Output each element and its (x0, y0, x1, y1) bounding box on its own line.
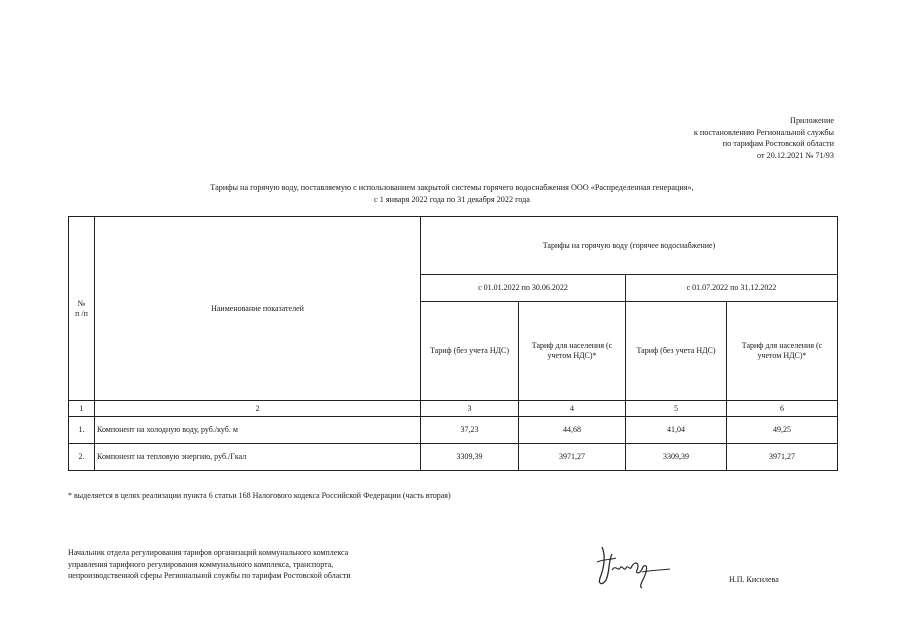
header-tariff-no-vat-1: Тариф (без учета НДС) (421, 302, 519, 401)
row-value: 49,25 (727, 417, 838, 444)
signatory-position (68, 547, 351, 582)
row-value: 37,23 (421, 417, 519, 444)
column-number: 3 (421, 401, 519, 417)
header-tariff-population-1: Тариф для населения (с учетом НДС)* (519, 302, 626, 401)
header-row-number-text: № п /п (75, 298, 88, 318)
appendix-line: к постановлению Региональной службы (693, 127, 834, 137)
appendix-line: по тарифам Ростовской области (722, 139, 834, 148)
header-tariff-no-vat-2: Тариф (без учета НДС) (626, 302, 727, 401)
header-period-1: с 01.01.2022 по 30.06.2022 (421, 275, 626, 302)
header-tariff-population-2: Тариф для населения (с учетом НДС)* (727, 302, 838, 401)
row-value: 3309,39 (421, 444, 519, 471)
row-value: 41,04 (626, 417, 727, 444)
document-title (68, 182, 836, 206)
header-indicator-name: Наименование показателей (95, 217, 421, 401)
row-value: 44,68 (519, 417, 626, 444)
title-line-1: Тарифы на горячую воду, поставляемую с использованием закрытой системы горячего водоснабжения ООО «Распределенная генерация», (210, 183, 694, 192)
position-line: Начальник отдела регулирования тарифов организаций коммунального комплекса (68, 548, 349, 557)
position-line: непроизводственной сферы Региональной службы по тарифам Ростовской области (68, 571, 351, 580)
header-row-number (69, 217, 95, 401)
column-number: 2 (95, 401, 421, 417)
table-row (69, 417, 838, 444)
appendix-header (694, 115, 834, 161)
header-period-2: с 01.07.2022 по 31.12.2022 (626, 275, 838, 302)
row-value: 3971,27 (727, 444, 838, 471)
footnote: * выделяется в целях реализации пункта 6 статьи 168 Налогового кодекса Российской Федерации (часть вторая) (68, 491, 451, 500)
row-number: 1. (69, 417, 95, 444)
header-tariffs-group: Тарифы на горячую воду (горячее водоснабжение) (421, 217, 838, 275)
row-value: 3971,27 (519, 444, 626, 471)
column-number: 6 (727, 401, 838, 417)
appendix-line: Приложение (790, 116, 834, 125)
column-number: 1 (69, 401, 95, 417)
row-name: Компонент на холодную воду, руб./куб. м (95, 417, 421, 444)
table-row (69, 444, 838, 471)
row-name: Компонент на тепловую энергию, руб./Гкал (95, 444, 421, 471)
column-number: 4 (519, 401, 626, 417)
row-value: 3309,39 (626, 444, 727, 471)
column-number: 5 (626, 401, 727, 417)
title-line-2: с 1 января 2022 года по 31 декабря 2022 года (374, 195, 530, 204)
handwritten-signature (594, 542, 676, 592)
column-numbers-row (69, 401, 838, 417)
appendix-line: от 20.12.2021 № 71/93 (756, 150, 834, 160)
tariffs-table (68, 216, 838, 471)
row-number: 2. (69, 444, 95, 471)
signer-name: Н.П. Кисилева (729, 575, 779, 584)
position-line: управления тарифного регулирования коммунального комплекса, транспорта, (68, 559, 334, 569)
